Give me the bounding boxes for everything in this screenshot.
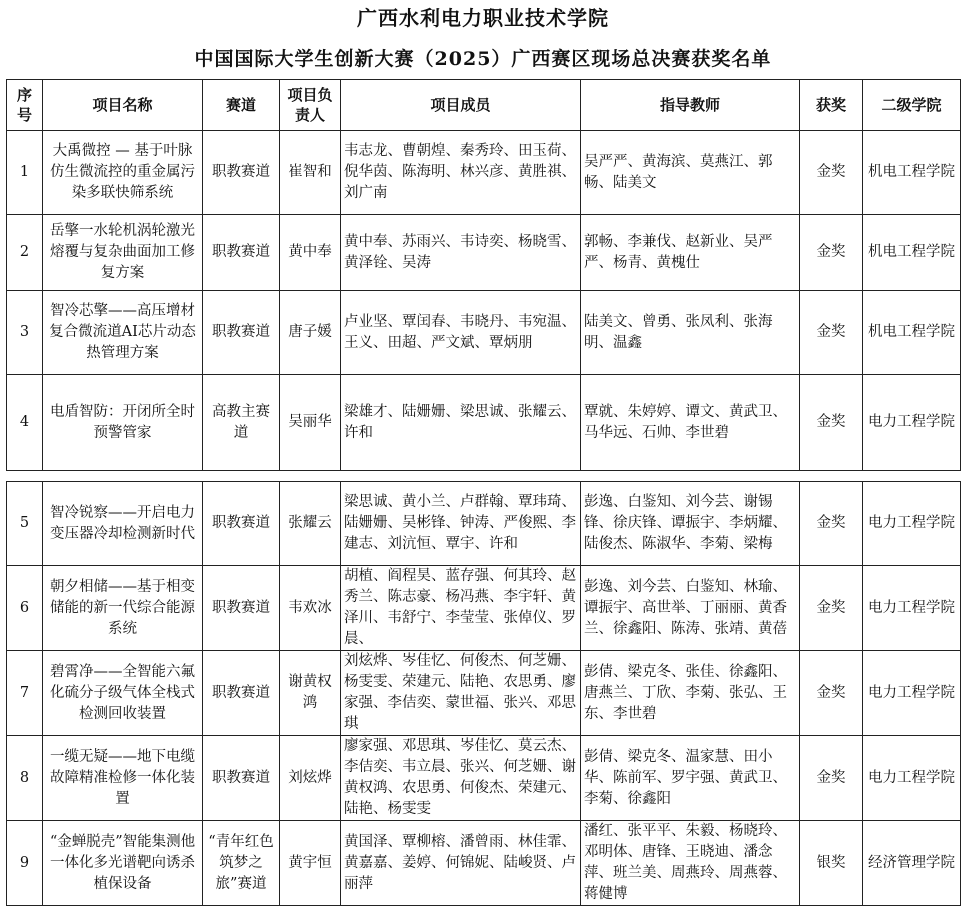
table-header-row: [7, 80, 961, 131]
cell-project-name: 大禹微控 — 基于叶脉仿生微流控的重金属污染多联快筛系统: [43, 131, 203, 215]
cell-project-name: 智冷锐察——开启电力变压器冷却检测新时代: [43, 482, 203, 566]
cell-track: 职教赛道: [203, 291, 280, 375]
cell-leader: 崔智和: [280, 131, 341, 215]
cell-college: 机电工程学院: [863, 215, 961, 291]
cell-leader: 谢黄权鸿: [280, 651, 341, 736]
page-subtitle: 中国国际大学生创新大赛（2025）广西赛区现场总决赛获奖名单: [194, 48, 772, 70]
cell-seq: 5: [7, 482, 43, 566]
cell-college: 电力工程学院: [863, 736, 961, 821]
cell-award: 金奖: [800, 566, 863, 651]
cell-award: 金奖: [800, 215, 863, 291]
cell-award: 金奖: [800, 482, 863, 566]
cell-award: 金奖: [800, 375, 863, 471]
header-college: 二级学院: [863, 80, 961, 131]
table-row: [7, 566, 961, 651]
cell-project-name: 智冷芯擎——高压增材复合微流道AI芯片动态热管理方案: [43, 291, 203, 375]
cell-college: 电力工程学院: [863, 375, 961, 471]
table-row: [7, 291, 961, 375]
page-title: 广西水利电力职业技术学院: [357, 6, 609, 30]
cell-track: 职教赛道: [203, 736, 280, 821]
cell-seq: 7: [7, 651, 43, 736]
cell-seq: 3: [7, 291, 43, 375]
page-break-gap: [0, 471, 966, 481]
awards-table-top: [6, 79, 961, 471]
header-members: 项目成员: [341, 80, 581, 131]
header-advisors: 指导教师: [581, 80, 800, 131]
table-row: [7, 375, 961, 471]
cell-leader: 吴丽华: [280, 375, 341, 471]
table-row: [7, 736, 961, 821]
cell-college: 电力工程学院: [863, 482, 961, 566]
cell-seq: 2: [7, 215, 43, 291]
cell-college: 电力工程学院: [863, 566, 961, 651]
cell-seq: 6: [7, 566, 43, 651]
cell-project-name: 碧霄净——全智能六氟化硫分子级气体全栈式检测回收装置: [43, 651, 203, 736]
cell-track: 职教赛道: [203, 566, 280, 651]
cell-seq: 9: [7, 821, 43, 906]
cell-members: 胡植、阎程昊、蓝存强、何其玲、赵秀兰、陈志豪、杨冯燕、李宇轩、黄泽川、韦舒宁、李莹莹、张倬仪、罗晨、: [341, 566, 581, 651]
cell-award: 金奖: [800, 651, 863, 736]
cell-leader: 韦欢冰: [280, 566, 341, 651]
header-project-name: 项目名称: [43, 80, 203, 131]
cell-award: 金奖: [800, 736, 863, 821]
cell-college: 经济管理学院: [863, 821, 961, 906]
cell-members: 黄国泽、覃柳榕、潘曾雨、林佳霏、黄嘉嘉、姜婷、何锦妮、陆峻贤、卢丽萍: [341, 821, 581, 906]
cell-seq: 8: [7, 736, 43, 821]
cell-leader: 黄中奉: [280, 215, 341, 291]
cell-award: 金奖: [800, 131, 863, 215]
cell-advisors: 彭倩、梁克冬、张佳、徐鑫阳、唐燕兰、丁欣、李菊、张弘、王东、李世碧: [581, 651, 800, 736]
cell-award: 金奖: [800, 291, 863, 375]
cell-track: 职教赛道: [203, 215, 280, 291]
cell-members: 韦志龙、曹朝煌、秦秀玲、田玉荷、倪华茵、陈海明、林兴彦、黄胜祺、刘广南: [341, 131, 581, 215]
cell-advisors: 彭逸、白鉴知、刘今芸、谢锡锋、徐庆锋、谭振宇、李炳耀、陆俊杰、陈淑华、李菊、梁梅: [581, 482, 800, 566]
header-seq: 序号: [7, 80, 43, 131]
header-award: 获奖: [800, 80, 863, 131]
cell-leader: 黄宇恒: [280, 821, 341, 906]
cell-college: 电力工程学院: [863, 651, 961, 736]
cell-track: 职教赛道: [203, 482, 280, 566]
cell-project-name: 电盾智防：开闭所全时预警管家: [43, 375, 203, 471]
cell-track: 职教赛道: [203, 651, 280, 736]
cell-track: “青年红色筑梦之旅”赛道: [203, 821, 280, 906]
cell-leader: 唐子媛: [280, 291, 341, 375]
awards-table-bottom: [6, 481, 961, 906]
cell-award: 银奖: [800, 821, 863, 906]
header-track: 赛道: [203, 80, 280, 131]
cell-members: 卢业坚、覃闰春、韦晓丹、韦宛温、王义、田超、严文斌、覃炳朋: [341, 291, 581, 375]
cell-members: 廖家强、邓思琪、岑佳忆、莫云杰、李佶奕、韦立晨、张兴、何芝姗、谢黄权鸿、农思勇、何俊杰、荣建元、陆艳、杨雯雯: [341, 736, 581, 821]
cell-advisors: 彭逸、刘今芸、白鉴知、林瑜、谭振宇、高世举、丁丽丽、黄香兰、徐鑫阳、陈涛、张靖、黄蓓: [581, 566, 800, 651]
table-row: [7, 651, 961, 736]
cell-members: 黄中奉、苏雨兴、韦诗奕、杨晓雪、黄泽铨、吴涛: [341, 215, 581, 291]
cell-track: 高教主赛道: [203, 375, 280, 471]
cell-leader: 张耀云: [280, 482, 341, 566]
cell-members: 刘炫烨、岑佳忆、何俊杰、何芝姗、杨雯雯、荣建元、陆艳、农思勇、廖家强、李佶奕、蒙世福、张兴、邓思琪: [341, 651, 581, 736]
cell-project-name: 岳擎一水轮机涡轮激光熔覆与复杂曲面加工修复方案: [43, 215, 203, 291]
cell-advisors: 覃就、朱婷婷、谭文、黄武卫、马华远、石帅、李世碧: [581, 375, 800, 471]
table-row: [7, 131, 961, 215]
table-row: [7, 821, 961, 906]
cell-advisors: 彭倩、梁克冬、温家慧、田小华、陈前军、罗宇强、黄武卫、李菊、徐鑫阳: [581, 736, 800, 821]
cell-advisors: 潘红、张平平、朱毅、杨晓玲、邓明体、唐锋、王晓迪、潘念萍、班兰美、周燕玲、周燕蓉、蒋健博: [581, 821, 800, 906]
cell-project-name: 朝夕相储——基于相变储能的新一代综合能源系统: [43, 566, 203, 651]
cell-seq: 4: [7, 375, 43, 471]
cell-advisors: 郭畅、李兼伐、赵新业、吴严严、杨青、黄槐仕: [581, 215, 800, 291]
table-row: [7, 215, 961, 291]
header-leader: 项目负责人: [280, 80, 341, 131]
cell-members: 梁雄才、陆姗姗、梁思诚、张耀云、许和: [341, 375, 581, 471]
cell-advisors: 陆美文、曾勇、张凤利、张海明、温鑫: [581, 291, 800, 375]
cell-advisors: 吴严严、黄海滨、莫燕江、郭畅、陆美文: [581, 131, 800, 215]
cell-seq: 1: [7, 131, 43, 215]
cell-track: 职教赛道: [203, 131, 280, 215]
cell-project-name: “金蝉脱壳”智能集测他一体化多光谱靶向诱杀植保设备: [43, 821, 203, 906]
cell-college: 机电工程学院: [863, 291, 961, 375]
cell-project-name: 一缆无疑——地下电缆故障精准检修一体化装置: [43, 736, 203, 821]
table-row: [7, 482, 961, 566]
cell-leader: 刘炫烨: [280, 736, 341, 821]
cell-college: 机电工程学院: [863, 131, 961, 215]
cell-members: 梁思诚、黄小兰、卢群翰、覃玮琦、陆姗姗、吴彬锋、钟涛、严俊熙、李建志、刘沆恒、覃宇、许和: [341, 482, 581, 566]
